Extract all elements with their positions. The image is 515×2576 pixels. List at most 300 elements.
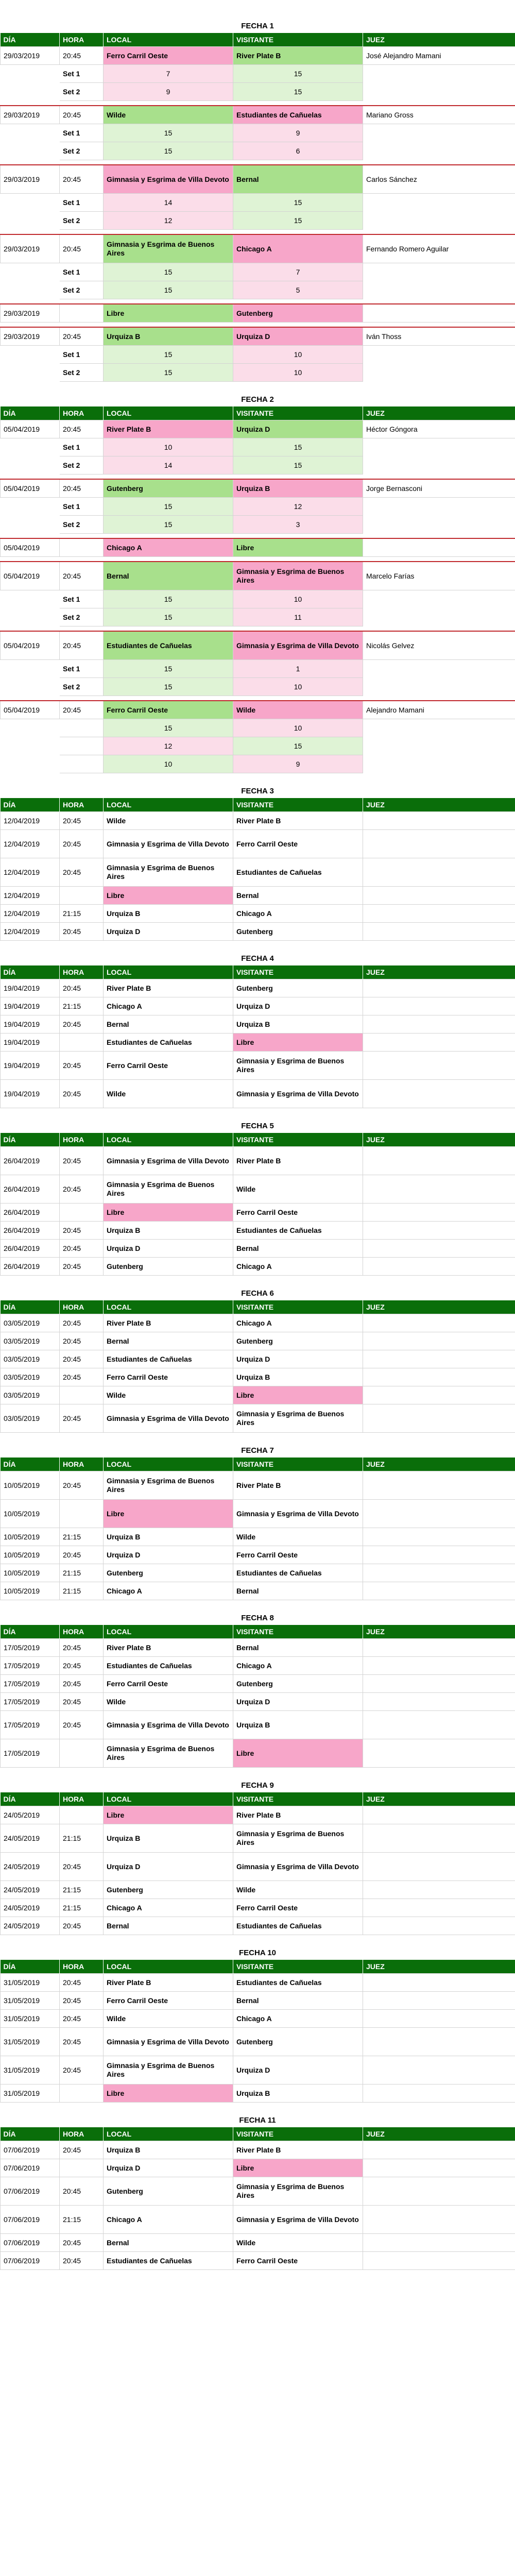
- match-date: 12/04/2019: [1, 905, 60, 923]
- home-team: Libre: [104, 1204, 233, 1222]
- header-dia: DÍA: [1, 1133, 60, 1147]
- header-juez: JUEZ: [363, 1625, 515, 1639]
- set-away-score: 10: [233, 364, 363, 382]
- match-row: [1, 2252, 515, 2270]
- match-row: [1, 887, 515, 905]
- match-time: 20:45: [60, 1052, 104, 1080]
- away-team: Estudiantes de Cañuelas: [233, 1917, 363, 1935]
- set-away-score: 5: [233, 281, 363, 299]
- judge-name: [363, 1992, 515, 2010]
- match-time: 20:45: [60, 812, 104, 830]
- match-date: 31/05/2019: [1, 1974, 60, 1992]
- match-row: [1, 923, 515, 941]
- match-date: 31/05/2019: [1, 2056, 60, 2084]
- set-label: [60, 737, 104, 755]
- home-team: Ferro Carril Oeste: [104, 1675, 233, 1693]
- home-team: Wilde: [104, 1693, 233, 1711]
- round-title: FECHA 3: [241, 787, 274, 795]
- set-row: [1, 498, 515, 516]
- away-team: Gimnasia y Esgrima de Buenos Aires: [233, 562, 363, 590]
- home-team: River Plate B: [104, 1974, 233, 1992]
- match-time: 20:45: [60, 2234, 104, 2252]
- match-row: [1, 1582, 515, 1600]
- match-date: 10/05/2019: [1, 1546, 60, 1564]
- home-team: Wilde: [104, 2010, 233, 2028]
- away-team: Wilde: [233, 1881, 363, 1899]
- set-row: [1, 678, 515, 696]
- separator-line: [1, 230, 515, 235]
- match-date: 19/04/2019: [1, 1033, 60, 1052]
- round-title: FECHA 6: [241, 1289, 274, 1298]
- header-juez: JUEZ: [363, 1960, 515, 1974]
- away-team: Libre: [233, 1739, 363, 1768]
- judge-name: [363, 1881, 515, 1899]
- home-team: Estudiantes de Cañuelas: [104, 1350, 233, 1368]
- away-team: Urquiza D: [233, 1693, 363, 1711]
- judge-name: [363, 1080, 515, 1108]
- match-date: 10/05/2019: [1, 1564, 60, 1582]
- header-visitante: VISITANTE: [233, 406, 363, 420]
- match-time: 20:45: [60, 1992, 104, 2010]
- away-team: Ferro Carril Oeste: [233, 1546, 363, 1564]
- home-team: Bernal: [104, 1917, 233, 1935]
- set-away-score: 10: [233, 719, 363, 737]
- header-hora: HORA: [60, 965, 104, 979]
- set-home-score: 10: [104, 438, 233, 456]
- match-date: 05/04/2019: [1, 420, 60, 438]
- match-time: 20:45: [60, 1350, 104, 1368]
- separator-line: [1, 474, 515, 480]
- judge-name: [363, 1258, 515, 1276]
- judge-name: [363, 2141, 515, 2159]
- away-team: Wilde: [233, 701, 363, 719]
- judge-name: [363, 1500, 515, 1528]
- header-dia: DÍA: [1, 965, 60, 979]
- match-date: 19/04/2019: [1, 1080, 60, 1108]
- home-team: Ferro Carril Oeste: [104, 47, 233, 65]
- match-row: [1, 1528, 515, 1546]
- match-date: 10/05/2019: [1, 1500, 60, 1528]
- home-team: Urquiza B: [104, 1222, 233, 1240]
- set-blank: [363, 498, 515, 516]
- match-row: [1, 1824, 515, 1853]
- header-local: LOCAL: [104, 1458, 233, 1471]
- away-team: River Plate B: [233, 812, 363, 830]
- round-title: FECHA 2: [241, 395, 274, 404]
- match-date: 10/05/2019: [1, 1528, 60, 1546]
- away-team: Gutenberg: [233, 923, 363, 941]
- judge-name: [363, 1204, 515, 1222]
- round-title: FECHA 11: [239, 2116, 276, 2125]
- set-row: [1, 590, 515, 608]
- match-row: [1, 234, 515, 263]
- match-time: 21:15: [60, 1528, 104, 1546]
- away-team: Libre: [233, 538, 363, 557]
- set-blank: [1, 737, 60, 755]
- fixture-table: [0, 2127, 515, 2270]
- set-row: [1, 83, 515, 101]
- match-date: 03/05/2019: [1, 1314, 60, 1332]
- set-blank: [363, 438, 515, 456]
- home-team: River Plate B: [104, 979, 233, 997]
- round-title: FECHA 8: [241, 1614, 274, 1622]
- set-blank: [363, 456, 515, 474]
- match-date: 24/05/2019: [1, 1806, 60, 1824]
- judge-name: [363, 1564, 515, 1582]
- set-row: [1, 364, 515, 382]
- match-separator: [1, 534, 515, 539]
- home-team: Estudiantes de Cañuelas: [104, 631, 233, 660]
- match-time: 20:45: [60, 1974, 104, 1992]
- match-date: 03/05/2019: [1, 1332, 60, 1350]
- header-visitante: VISITANTE: [233, 2127, 363, 2141]
- match-time: 20:45: [60, 420, 104, 438]
- match-row: [1, 1033, 515, 1052]
- match-row: [1, 1204, 515, 1222]
- set-label: Set 1: [60, 124, 104, 142]
- judge-name: [363, 2234, 515, 2252]
- match-date: 05/04/2019: [1, 631, 60, 660]
- judge-name: Alejandro Mamani: [363, 701, 515, 719]
- set-label: [60, 755, 104, 773]
- match-row: [1, 304, 515, 323]
- set-label: Set 1: [60, 590, 104, 608]
- header-hora: HORA: [60, 1300, 104, 1314]
- header-dia: DÍA: [1, 1458, 60, 1471]
- header-dia: DÍA: [1, 798, 60, 812]
- header-dia: DÍA: [1, 1960, 60, 1974]
- match-row: [1, 2206, 515, 2234]
- match-date: 07/06/2019: [1, 2159, 60, 2177]
- fixture-table: [0, 1960, 515, 2103]
- away-team: Wilde: [233, 2234, 363, 2252]
- header-local: LOCAL: [104, 1792, 233, 1806]
- set-blank: [363, 281, 515, 299]
- match-date: 19/04/2019: [1, 1015, 60, 1033]
- header-hora: HORA: [60, 1625, 104, 1639]
- separator-line: [1, 696, 515, 701]
- judge-name: [363, 538, 515, 557]
- set-row: [1, 142, 515, 160]
- match-date: 07/06/2019: [1, 2206, 60, 2234]
- match-row: [1, 830, 515, 858]
- home-team: Chicago A: [104, 1582, 233, 1600]
- away-team: Urquiza D: [233, 327, 363, 346]
- fixture-table: [0, 1625, 515, 1768]
- match-date: 07/06/2019: [1, 2177, 60, 2206]
- match-row: [1, 1080, 515, 1108]
- set-label: [60, 719, 104, 737]
- match-separator: [1, 160, 515, 165]
- match-row: [1, 1404, 515, 1433]
- away-team: Libre: [233, 1033, 363, 1052]
- home-team: Chicago A: [104, 997, 233, 1015]
- match-row: [1, 858, 515, 887]
- match-time: [60, 1033, 104, 1052]
- away-team: Gimnasia y Esgrima de Villa Devoto: [233, 1500, 363, 1528]
- set-blank: [363, 755, 515, 773]
- match-separator: [1, 557, 515, 562]
- header-visitante: VISITANTE: [233, 1300, 363, 1314]
- header-dia: DÍA: [1, 33, 60, 47]
- match-time: 20:45: [60, 1332, 104, 1350]
- set-label: Set 2: [60, 364, 104, 382]
- away-team: Ferro Carril Oeste: [233, 2252, 363, 2270]
- match-row: [1, 2056, 515, 2084]
- match-date: 17/05/2019: [1, 1675, 60, 1693]
- away-team: Gimnasia y Esgrima de Buenos Aires: [233, 2177, 363, 2206]
- match-date: 26/04/2019: [1, 1222, 60, 1240]
- set-home-score: 14: [104, 456, 233, 474]
- away-team: Urquiza D: [233, 1350, 363, 1368]
- header-local: LOCAL: [104, 1960, 233, 1974]
- set-away-score: 9: [233, 755, 363, 773]
- judge-name: [363, 1824, 515, 1853]
- match-time: 20:45: [60, 1240, 104, 1258]
- match-separator: [1, 101, 515, 106]
- set-label: Set 1: [60, 194, 104, 212]
- set-home-score: 9: [104, 83, 233, 101]
- match-date: 31/05/2019: [1, 1992, 60, 2010]
- round-title: FECHA 4: [241, 954, 274, 963]
- home-team: Chicago A: [104, 2206, 233, 2234]
- judge-name: [363, 2159, 515, 2177]
- away-team: Urquiza B: [233, 479, 363, 498]
- match-row: [1, 1471, 515, 1500]
- match-row: [1, 2084, 515, 2103]
- home-team: Estudiantes de Cañuelas: [104, 2252, 233, 2270]
- away-team: Gimnasia y Esgrima de Buenos Aires: [233, 1404, 363, 1433]
- home-team: Gutenberg: [104, 2177, 233, 2206]
- set-blank: [363, 678, 515, 696]
- header-hora: HORA: [60, 406, 104, 420]
- set-blank: [1, 608, 60, 626]
- judge-name: [363, 1528, 515, 1546]
- header-juez: JUEZ: [363, 1300, 515, 1314]
- table-header-row: [1, 33, 515, 47]
- away-team: Gimnasia y Esgrima de Buenos Aires: [233, 1824, 363, 1853]
- home-team: Gutenberg: [104, 1258, 233, 1276]
- header-juez: JUEZ: [363, 1133, 515, 1147]
- set-blank: [1, 516, 60, 534]
- set-label: Set 2: [60, 608, 104, 626]
- header-local: LOCAL: [104, 965, 233, 979]
- home-team: Chicago A: [104, 538, 233, 557]
- match-separator: [1, 626, 515, 632]
- header-hora: HORA: [60, 1458, 104, 1471]
- set-blank: [1, 83, 60, 101]
- header-dia: DÍA: [1, 406, 60, 420]
- set-away-score: 15: [233, 212, 363, 230]
- set-home-score: 15: [104, 516, 233, 534]
- away-team: Urquiza B: [233, 2084, 363, 2103]
- set-label: Set 2: [60, 142, 104, 160]
- set-label: Set 2: [60, 678, 104, 696]
- set-blank: [1, 678, 60, 696]
- match-row: [1, 538, 515, 557]
- match-row: [1, 2141, 515, 2159]
- set-row: [1, 608, 515, 626]
- away-team: Chicago A: [233, 1657, 363, 1675]
- match-time: [60, 887, 104, 905]
- judge-name: [363, 1546, 515, 1564]
- away-team: Urquiza B: [233, 1711, 363, 1739]
- match-row: [1, 979, 515, 997]
- match-time: 20:45: [60, 1675, 104, 1693]
- home-team: Gimnasia y Esgrima de Buenos Aires: [104, 234, 233, 263]
- set-blank: [363, 263, 515, 281]
- match-time: 20:45: [60, 2056, 104, 2084]
- match-date: 05/04/2019: [1, 479, 60, 498]
- match-time: 20:45: [60, 1258, 104, 1276]
- judge-name: [363, 887, 515, 905]
- judge-name: [363, 1368, 515, 1386]
- set-row: [1, 263, 515, 281]
- set-row: [1, 281, 515, 299]
- away-team: Estudiantes de Cañuelas: [233, 106, 363, 124]
- set-label: Set 1: [60, 263, 104, 281]
- set-blank: [1, 364, 60, 382]
- round-section: [0, 785, 515, 941]
- match-date: 12/04/2019: [1, 830, 60, 858]
- judge-name: Nicolás Gelvez: [363, 631, 515, 660]
- header-visitante: VISITANTE: [233, 965, 363, 979]
- set-away-score: 15: [233, 737, 363, 755]
- judge-name: [363, 1917, 515, 1935]
- match-date: 19/04/2019: [1, 1052, 60, 1080]
- judge-name: [363, 1853, 515, 1881]
- home-team: Bernal: [104, 1015, 233, 1033]
- match-row: [1, 1350, 515, 1368]
- match-time: 20:45: [60, 1175, 104, 1204]
- match-date: 26/04/2019: [1, 1204, 60, 1222]
- judge-name: [363, 2084, 515, 2103]
- match-row: [1, 1240, 515, 1258]
- away-team: Gimnasia y Esgrima de Villa Devoto: [233, 2206, 363, 2234]
- judge-name: [363, 1582, 515, 1600]
- match-date: 31/05/2019: [1, 2084, 60, 2103]
- header-hora: HORA: [60, 33, 104, 47]
- match-row: [1, 1657, 515, 1675]
- match-date: 12/04/2019: [1, 923, 60, 941]
- away-team: Gutenberg: [233, 979, 363, 997]
- judge-name: [363, 2056, 515, 2084]
- judge-name: [363, 1386, 515, 1404]
- match-time: 20:45: [60, 1546, 104, 1564]
- set-away-score: 6: [233, 142, 363, 160]
- fixture-table: [0, 1792, 515, 1935]
- match-date: 24/05/2019: [1, 1824, 60, 1853]
- set-away-score: 10: [233, 346, 363, 364]
- set-label: Set 1: [60, 65, 104, 83]
- match-row: [1, 420, 515, 438]
- set-blank: [363, 194, 515, 212]
- header-local: LOCAL: [104, 798, 233, 812]
- away-team: Urquiza B: [233, 1368, 363, 1386]
- home-team: Gutenberg: [104, 1564, 233, 1582]
- match-row: [1, 47, 515, 65]
- header-visitante: VISITANTE: [233, 33, 363, 47]
- match-date: 31/05/2019: [1, 2028, 60, 2056]
- set-label: Set 2: [60, 456, 104, 474]
- match-date: 24/05/2019: [1, 1853, 60, 1881]
- set-blank: [1, 263, 60, 281]
- header-dia: DÍA: [1, 2127, 60, 2141]
- match-date: 24/05/2019: [1, 1899, 60, 1917]
- match-time: [60, 2159, 104, 2177]
- away-team: River Plate B: [233, 47, 363, 65]
- match-time: 21:15: [60, 1564, 104, 1582]
- match-time: 20:45: [60, 1657, 104, 1675]
- match-time: 20:45: [60, 1080, 104, 1108]
- judge-name: Marcelo Farías: [363, 562, 515, 590]
- away-team: Wilde: [233, 1175, 363, 1204]
- away-team: Bernal: [233, 887, 363, 905]
- set-label: Set 1: [60, 498, 104, 516]
- match-row: [1, 562, 515, 590]
- set-blank: [363, 212, 515, 230]
- home-team: Ferro Carril Oeste: [104, 1368, 233, 1386]
- set-away-score: 15: [233, 456, 363, 474]
- set-blank: [1, 590, 60, 608]
- match-row: [1, 1917, 515, 1935]
- home-team: Urquiza D: [104, 923, 233, 941]
- set-blank: [1, 346, 60, 364]
- match-time: 21:15: [60, 1582, 104, 1600]
- judge-name: [363, 858, 515, 887]
- away-team: Ferro Carril Oeste: [233, 830, 363, 858]
- home-team: Gimnasia y Esgrima de Villa Devoto: [104, 2028, 233, 2056]
- home-team: Wilde: [104, 812, 233, 830]
- match-time: 20:45: [60, 923, 104, 941]
- away-team: Urquiza D: [233, 997, 363, 1015]
- away-team: Chicago A: [233, 234, 363, 263]
- match-separator: [1, 323, 515, 328]
- round-section: [0, 393, 515, 773]
- round-title: FECHA 5: [241, 1122, 274, 1130]
- away-team: River Plate B: [233, 1471, 363, 1500]
- home-team: Gimnasia y Esgrima de Buenos Aires: [104, 1471, 233, 1500]
- judge-name: [363, 2252, 515, 2270]
- set-label: Set 2: [60, 281, 104, 299]
- match-date: 17/05/2019: [1, 1711, 60, 1739]
- judge-name: [363, 1657, 515, 1675]
- set-row: [1, 737, 515, 755]
- round-section: [0, 1287, 515, 1433]
- judge-name: [363, 923, 515, 941]
- match-time: [60, 1386, 104, 1404]
- set-row: [1, 346, 515, 364]
- away-team: River Plate B: [233, 1806, 363, 1824]
- header-visitante: VISITANTE: [233, 1458, 363, 1471]
- match-time: [60, 304, 104, 323]
- match-time: 20:45: [60, 1015, 104, 1033]
- match-date: 10/05/2019: [1, 1582, 60, 1600]
- match-date: 26/04/2019: [1, 1258, 60, 1276]
- home-team: Urquiza B: [104, 905, 233, 923]
- home-team: Ferro Carril Oeste: [104, 1052, 233, 1080]
- set-away-score: 3: [233, 516, 363, 534]
- set-row: [1, 438, 515, 456]
- match-time: 20:45: [60, 2252, 104, 2270]
- set-blank: [363, 608, 515, 626]
- away-team: Chicago A: [233, 905, 363, 923]
- set-home-score: 10: [104, 755, 233, 773]
- match-row: [1, 327, 515, 346]
- match-row: [1, 1175, 515, 1204]
- match-time: [60, 538, 104, 557]
- match-time: 20:45: [60, 1368, 104, 1386]
